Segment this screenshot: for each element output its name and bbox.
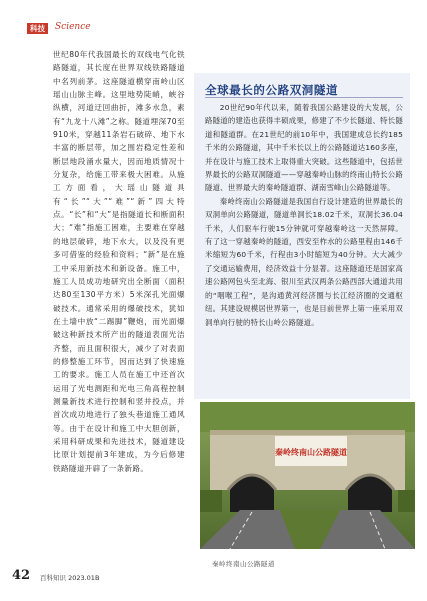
photo-caption: 秦岭终南山公路隧道 xyxy=(212,560,275,568)
sidebar-paragraph: 秦岭终南山公路隧道是我国自行设计建造的世界最长的双洞单向公路隧道，隧道单洞长18.02千米，双洞长36.04千米，人们驱车行驶15分钟就可穿越秦岭这一天然屏障。有了这一穿越秦岭的隧道，西安至柞水的公路里程由146千米缩短为60千米，行程由3小时缩短为40分钟。大大减少了交通运输费用，经济效益十分显著。这座隧道还是国家高速公路网包头至北海、银川至武汉两条公路西部大通道共用的“咽喉工程”，是沟通黄河经济圈与长江经济圈的交通枢纽。其建设规模居世界第一，也是目前世界上第一座采用双洞单向行驶的特长山岭公路隧道。 xyxy=(205,196,403,327)
section-title-en: Science xyxy=(55,22,91,32)
journal-info: 百科知识 2023.01B xyxy=(40,574,100,582)
sidebar-paragraph: 20世纪90年代以来，随着我国公路建设的大发展，公路隧道的建造也获得丰硕成果，修建了不少长隧道、特长隧道和隧道群。在21世纪的前10年中，我国建成总长约185千米的公路隧道，其中千米长以上的公路隧道达160多座，并在设计与施工技术上取得重大突破。这些隧道中，包括世界最长的公路双洞隧道——穿越秦岭山脉的终南山特长公路隧道、世界最大的秦岭隧道群、湖南雪峰山公路隧道等。 xyxy=(205,103,403,193)
section-tag: 科技 xyxy=(27,23,48,34)
tunnel-illustration xyxy=(200,402,415,549)
tunnel-photo xyxy=(200,402,415,549)
sidebar-title-rule xyxy=(205,97,403,98)
sidebar-body xyxy=(205,101,403,329)
article-paragraph: 世纪80年代我国最长的双线电气化铁路隧道，其长度在世界双线铁路隧道中名列前茅。这座隧道横穿南岭山区瑶山山脉主峰。这里地势陡峭，峡谷纵横，河道迂回曲折，滩多水急，素有“九龙十八滩”之称。隧道埋深70至910米，穿越11条岩石破碎、地下水丰富的断层带，加之围岩稳定性差和断层地段涌水量大，因而地质情况十分复杂，给施工带来极大困难。从施工方面看，大瑶山隧道具有“长”“大”“难”“新”四大特点。“长”和“大”是指隧道长和断面积大；“难”指施工困难，主要难在穿越的地层破碎，地下水大，以及没有更多可借鉴的经验和资料；“新”是在施工中采用新技术和新设备。施工中，施工人员成功地研究出全断面（面积达80至130平方米）5米深孔光面爆破技术。通常采用的爆破技术，犹如在土墙中放“二踢脚”鞭炮，而光面爆破这种新技术所产出的隧道表面光洁齐整，而且面积很大，减少了对表面的修整施工环节，因而达到了快速施工的要求。施工人员在施工中还首次运用了光电测距和光电三角高程控制测量新技术进行控制和竖井投点，并首次成功地进行了独头巷道施工通风等。由于在设计和施工中大胆创新，采用科研成果和先进技术，隧道建设比原计划提前3年建成，为今后修建铁路隧道开辟了一条新路。 xyxy=(53,50,185,473)
article-body xyxy=(53,48,185,475)
sidebar-title: 全球最长的公路双洞隧道 xyxy=(205,83,339,97)
page-number: 42 xyxy=(12,568,31,583)
tunnel-sign-text: 秦岭终南山公路隧道 xyxy=(275,447,347,457)
